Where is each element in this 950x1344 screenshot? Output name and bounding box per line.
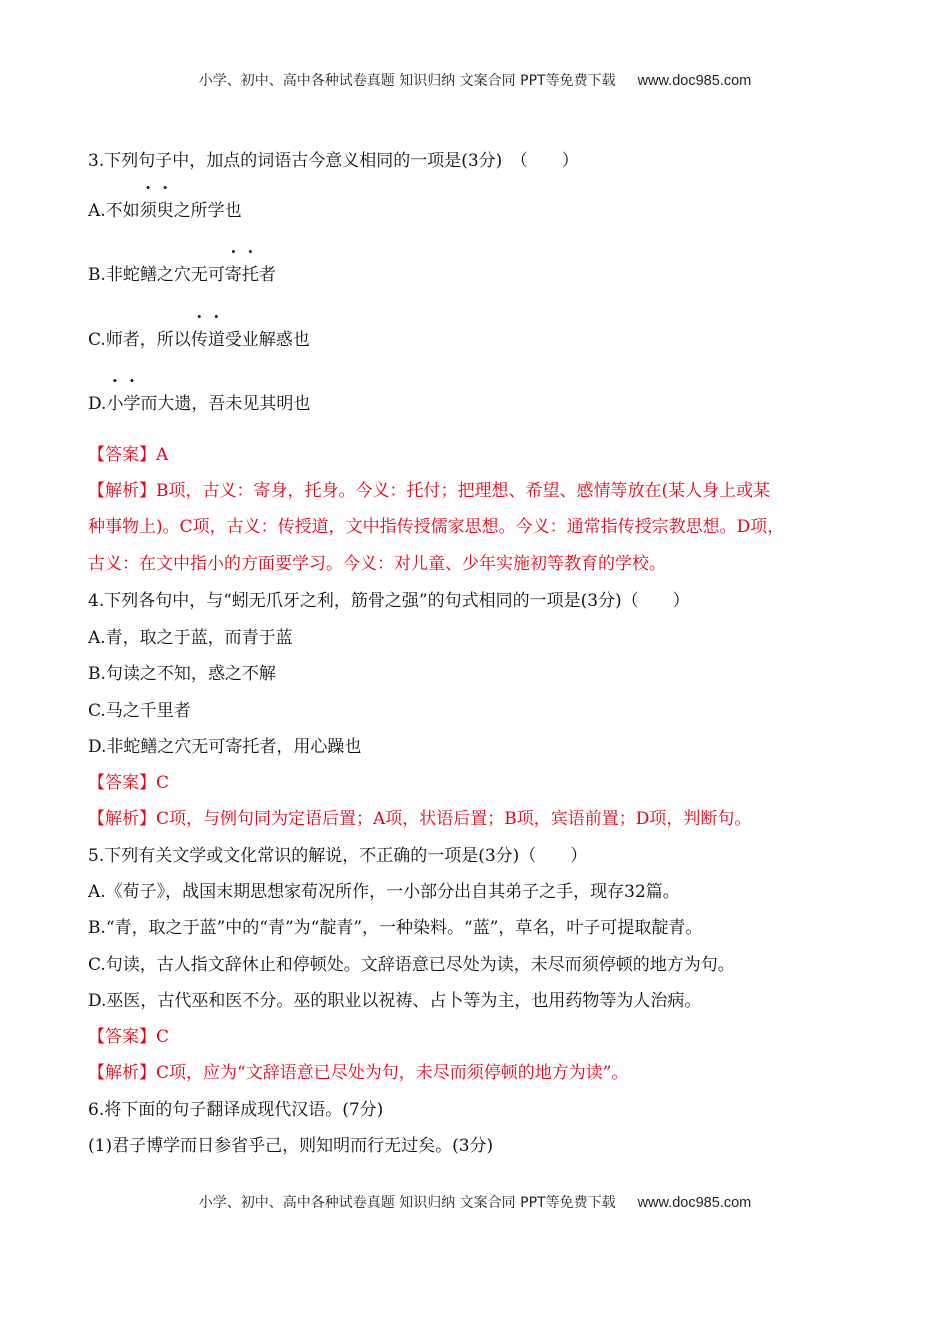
q5-option-c: C.句读，古人指文辞休止和停顿处。文辞语意已尽处为读，未尽而须停顿的地方为句。 — [88, 955, 735, 975]
q4-option-b: B.句读之不知，惑之不解 — [88, 664, 276, 684]
q4-answer: 【答案】C — [88, 773, 170, 793]
q3-option-b: B.非蛇鳝之穴无可寄托者 — [88, 265, 276, 285]
q5-analysis: 【解析】C项，应为“文辞语意已尽处为句，未尽而须停顿的地方为读”。 — [88, 1063, 629, 1083]
page-header — [0, 70, 950, 90]
q4-stem: 4.下列各句中，与“蚓无爪牙之利，筋骨之强”的句式相同的一项是(3分)（ ） — [88, 591, 690, 611]
header-text: 小学、初中、高中各种试卷真题 知识归纳 文案合同 PPT等免费下载 — [198, 73, 616, 89]
q4-option-c: C.马之千里者 — [88, 701, 191, 721]
q3-analysis-line-3: 古义：在文中指小的方面要学习。今义：对儿童、少年实施初等教育的学校。 — [88, 554, 666, 574]
q3-analysis-line-1: 【解析】B项，古义：寄身，托身。今义：托付；把理想、希望、感情等放在(某人身上或某 — [88, 481, 771, 501]
q5-option-d: D.巫医，古代巫和医不分。巫的职业以祝祷、占卜等为主，也用药物等为人治病。 — [88, 991, 702, 1011]
q3-option-c: C.师者，所以传道受业解惑也 — [88, 330, 310, 350]
q3-stem: 3.下列句子中，加点的词语古今意义相同的一项是(3分) （ ） — [88, 151, 579, 171]
q4-option-a: A.青，取之于蓝，而青于蓝 — [88, 628, 293, 648]
q5-stem: 5.下列有关文学或文化常识的解说，不正确的一项是(3分)（ ） — [88, 846, 588, 866]
q3-option-d: D.小学而大遗，吾未见其明也 — [88, 394, 311, 414]
q5-answer: 【答案】C — [88, 1027, 170, 1047]
q5-option-b: B.“青，取之于蓝”中的“青”为“靛青”，一种染料。“蓝”，草名，叶子可提取靛青。 — [88, 918, 703, 938]
q6-stem: 6.将下面的句子翻译成现代汉语。(7分) — [88, 1100, 384, 1120]
q4-option-d: D.非蛇鳝之穴无可寄托者，用心躁也 — [88, 737, 362, 757]
q6-sub-1: (1)君子博学而日参省乎己，则知明而行无过矣。(3分) — [88, 1136, 494, 1156]
header-site: www.doc985.com — [637, 73, 752, 89]
footer-text: 小学、初中、高中各种试卷真题 知识归纳 文案合同 PPT等免费下载 — [198, 1195, 616, 1211]
q3-answer: 【答案】A — [88, 445, 169, 465]
q3-option-a: A.不如须臾之所学也 — [88, 201, 242, 221]
page-footer — [0, 1192, 950, 1212]
q3-analysis-line-2: 种事物上)。C项，古义：传授道，文中指传授儒家思想。今义：通常指传授宗教思想。D项， — [88, 517, 785, 537]
q4-analysis: 【解析】C项，与例句同为定语后置；A项，状语后置；B项，宾语前置；D项，判断句。 — [88, 809, 752, 829]
footer-site: www.doc985.com — [637, 1195, 752, 1211]
q5-option-a: A.《荀子》，战国末期思想家荀况所作，一小部分出自其弟子之手，现存32篇。 — [88, 882, 680, 902]
